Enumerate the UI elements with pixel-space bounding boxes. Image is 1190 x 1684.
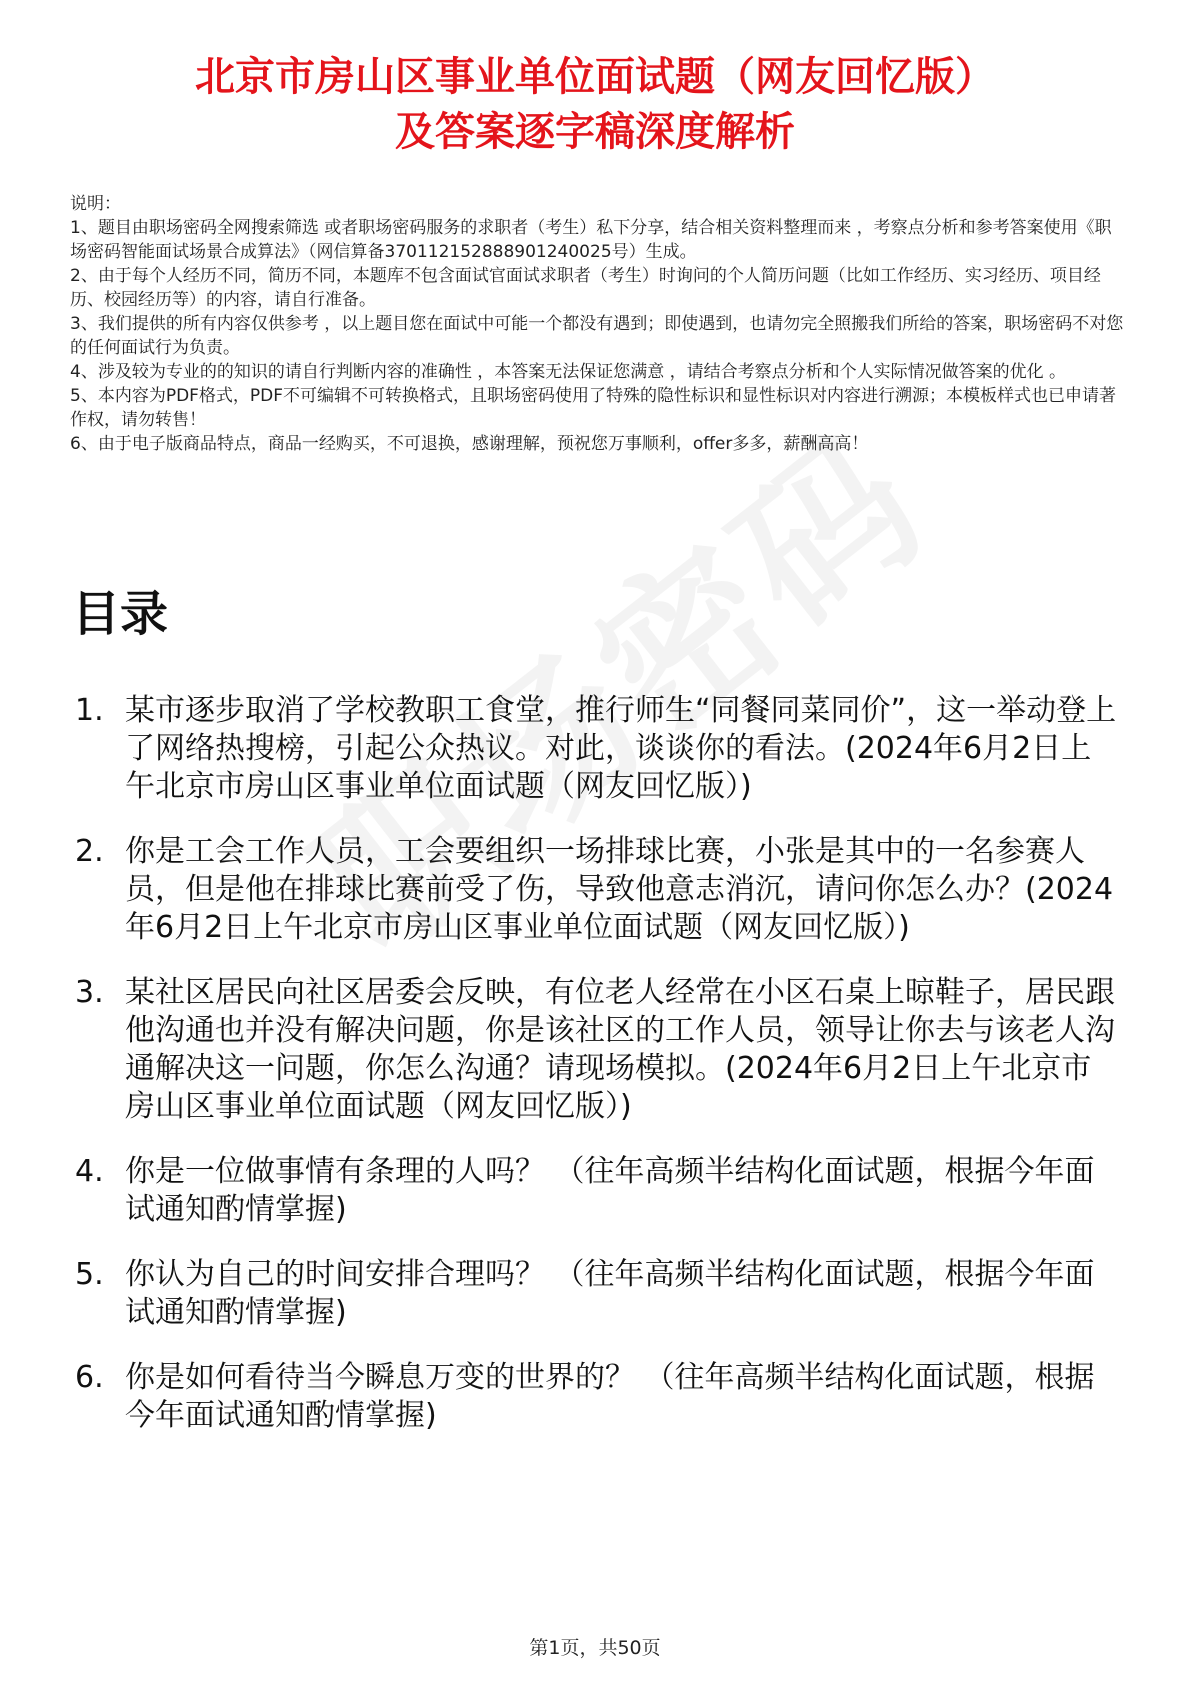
toc-item-number: 5. — [75, 1257, 104, 1292]
toc-heading: 目录 — [72, 586, 169, 642]
toc-item-number: 3. — [75, 975, 104, 1010]
toc-item-text: 你是工会工作人员，工会要组织一场排球比赛，小张是其中的一名参赛人员，但是他在排球比赛前受了伤，导致他意志消沉，请问你怎么办？(2024年6月2日上午北京市房山区事业单位面试题（网友回忆版）) — [125, 834, 1114, 945]
toc-item-text: 某社区居民向社区居委会反映，有位老人经常在小区石桌上晾鞋子，居民跟他沟通也并没有解决问题，你是该社区的工作人员，领导让你去与该老人沟通解决这一问题，你怎么沟通？请现场模拟。(2024年6月2日上午北京市房山区事业单位面试题（网友回忆版）) — [125, 975, 1115, 1124]
notes-label: 说明： — [70, 194, 121, 214]
toc-item[interactable] — [72, 692, 1117, 806]
toc-item-number: 6. — [75, 1360, 104, 1395]
toc-item[interactable] — [72, 833, 1117, 947]
note-item: 5、本内容为PDF格式，PDF不可编辑不可转换格式，且职场密码使用了特殊的隐性标识和显性标识对内容进行溯源；本模板样式也已申请著作权，请勿转售！ — [70, 386, 1117, 430]
document-title — [60, 50, 1130, 160]
toc-item[interactable] — [72, 974, 1117, 1126]
note-item: 3、我们提供的所有内容仅供参考 ，以上题目您在面试中可能一个都没有遇到；即使遇到，也请勿完全照搬我们所给的答案，职场密码不对您的任何面试行为负责。 — [70, 314, 1124, 358]
title-line-2: 及答案逐字稿深度解析 — [395, 109, 795, 155]
notes-section — [70, 192, 1125, 456]
toc-list — [72, 692, 1117, 1462]
toc-item-number: 4. — [75, 1154, 104, 1189]
toc-item-text: 你是如何看待当今瞬息万变的世界的？ （往年高频半结构化面试题，根据今年面试通知酌情掌握) — [125, 1360, 1095, 1433]
title-line-1: 北京市房山区事业单位面试题（网友回忆版） — [195, 54, 995, 100]
toc-item-text: 某市逐步取消了学校教职工食堂，推行师生“同餐同菜同价”，这一举动登上了网络热搜榜，引起公众热议。对此，谈谈你的看法。(2024年6月2日上午北京市房山区事业单位面试题（网友回忆版）) — [125, 693, 1117, 804]
note-item: 2、由于每个人经历不同，简历不同，本题库不包含面试官面试求职者（考生）时询问的个人简历问题（比如工作经历、实习经历、项目经历、校园经历等）的内容，请自行准备。 — [70, 266, 1101, 310]
toc-item[interactable] — [72, 1153, 1117, 1229]
note-item: 4、涉及较为专业的的知识的请自行判断内容的准确性 ，本答案无法保证您满意 ，请结合考察点分析和个人实际情况做答案的优化 。 — [70, 362, 1067, 382]
note-item: 6、由于电子版商品特点，商品一经购买，不可退换，感谢理解，预祝您万事顺利，offer多多，薪酬高高！ — [70, 434, 869, 454]
toc-item-number: 2. — [75, 834, 104, 869]
toc-item[interactable] — [72, 1359, 1117, 1435]
page-footer: 第1页，共50页 — [529, 1637, 661, 1659]
toc-item[interactable] — [72, 1256, 1117, 1332]
toc-item-text: 你是一位做事情有条理的人吗？ （往年高频半结构化面试题，根据今年面试通知酌情掌握) — [125, 1154, 1095, 1227]
toc-item-text: 你认为自己的时间安排合理吗？ （往年高频半结构化面试题，根据今年面试通知酌情掌握) — [125, 1257, 1095, 1330]
note-item: 1、题目由职场密码全网搜索筛选 或者职场密码服务的求职者（考生）私下分享，结合相关资料整理而来 ，考察点分析和参考答案使用《职场密码智能面试场景合成算法》（网信算备370112152888901240025号）生成。 — [70, 218, 1112, 262]
toc-item-number: 1. — [75, 693, 104, 728]
